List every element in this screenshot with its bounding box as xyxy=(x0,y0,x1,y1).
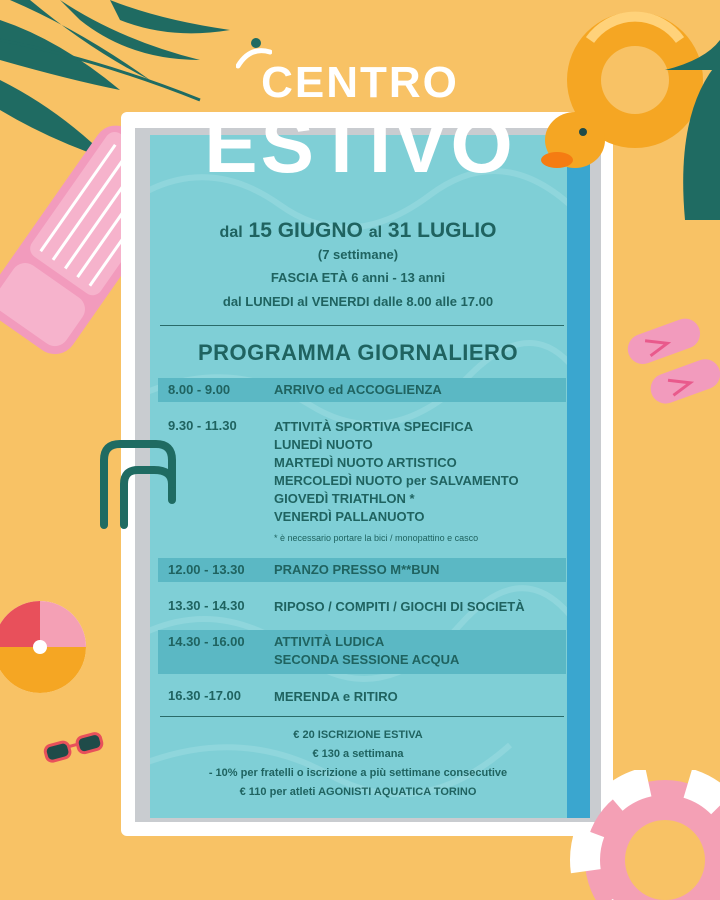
schedule-row xyxy=(158,378,566,402)
row-time: 16.30 -17.00 xyxy=(168,688,242,703)
row-activity: MERENDA e RITIRO xyxy=(274,689,398,704)
sunglasses-icon xyxy=(40,725,110,770)
row-activity: ARRIVO ed ACCOGLIENZA xyxy=(274,382,442,397)
row-note: * è necessario portare la bici / monopattino e casco xyxy=(274,533,479,543)
date-start: 15 GIUGNO xyxy=(248,219,363,242)
days-hours: dal LUNEDI al VENERDI dalle 8.00 alle 17.00 xyxy=(222,294,494,309)
row-activity: RIPOSO / COMPITI / GIOCHI DI SOCIETÀ xyxy=(274,599,525,614)
schedule-row xyxy=(158,558,566,582)
beach-ball-icon xyxy=(0,595,90,700)
price-line: € 110 per atleti AGONISTI AQUATICA TORINO xyxy=(239,786,477,798)
swim-ring-icon xyxy=(570,770,720,900)
divider xyxy=(160,716,564,717)
price-line: - 10% per fratelli o iscrizione a più settimane consecutive xyxy=(208,767,508,779)
row-activity: VENERDÌ PALLANUOTO xyxy=(274,509,425,524)
row-time: 14.30 - 16.00 xyxy=(168,634,245,649)
row-activity: ATTIVITÀ LUDICA xyxy=(274,634,385,649)
schedule-row xyxy=(158,598,566,622)
row-activity: SECONDA SESSIONE ACQUA xyxy=(274,652,460,667)
row-activity: ATTIVITÀ SPORTIVA SPECIFICA xyxy=(274,419,474,434)
divider xyxy=(160,325,564,326)
row-activity: GIOVEDÌ TRIATHLON * xyxy=(274,491,415,506)
row-activity: LUNEDÌ NUOTO xyxy=(274,437,373,452)
row-activity-list xyxy=(274,418,519,547)
schedule-row xyxy=(158,418,566,548)
row-activity: MARTEDÌ NUOTO ARTISTICO xyxy=(274,455,457,470)
row-time: 13.30 - 14.30 xyxy=(168,598,245,613)
header-brand: CENTRO xyxy=(261,58,459,107)
row-time: 9.30 - 11.30 xyxy=(168,418,237,433)
row-activity: MERCOLEDÌ NUOTO per SALVAMENTO xyxy=(274,473,519,488)
row-time: 8.00 - 9.00 xyxy=(168,382,231,397)
program-title: PROGRAMMA GIORNALIERO xyxy=(197,340,519,365)
date-dal: dal xyxy=(219,224,243,241)
row-activity-list xyxy=(274,633,459,669)
price-line: € 130 a settimana xyxy=(312,748,404,760)
date-range xyxy=(150,219,566,243)
flip-flops-icon xyxy=(625,315,720,415)
pool-ladder-icon xyxy=(96,440,176,530)
schedule-row xyxy=(158,688,566,712)
schedule-row xyxy=(158,630,566,674)
price-line: € 20 ISCRIZIONE ESTIVA xyxy=(293,729,423,741)
row-time: 12.00 - 13.30 xyxy=(168,562,245,577)
age-range: FASCIA ETÀ 6 anni - 13 anni xyxy=(270,270,446,285)
weeks-count: (7 settimane) xyxy=(317,247,399,262)
row-activity: PRANZO PRESSO M**BUN xyxy=(274,562,440,577)
page-title: ESTIVO xyxy=(204,100,516,189)
pool-edge xyxy=(567,135,590,818)
date-al: al xyxy=(368,224,383,241)
date-end: 31 LUGLIO xyxy=(387,219,497,242)
